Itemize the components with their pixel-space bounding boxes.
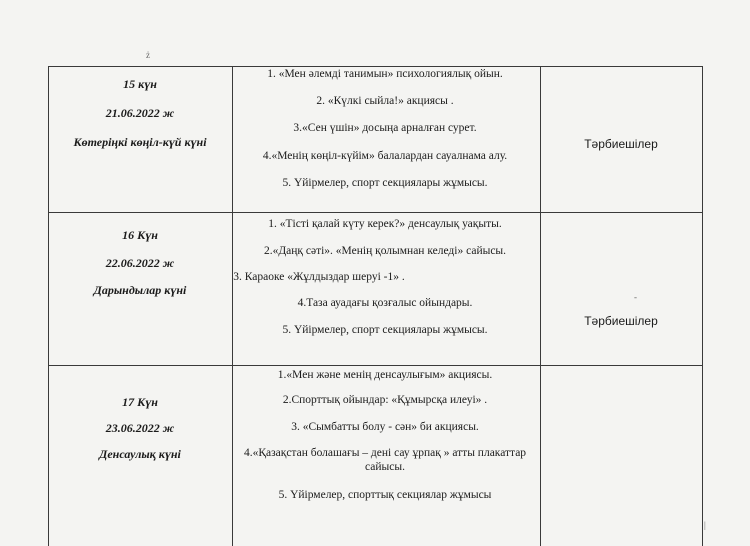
day-theme: Көтеріңкі көңіл-күй күні — [73, 135, 207, 149]
activity-item: 1.«Мен және менің денсаулығым» акциясы. — [277, 369, 493, 381]
day-number: 16 Күн — [122, 228, 158, 242]
activity-item: 4.«Менің көңіл-күйім» балалардан сауалнама алу. — [262, 150, 508, 162]
day-theme: Денсаулық күні — [99, 447, 181, 461]
day-number: 17 Күн — [122, 395, 158, 409]
activity-item: 4.Таза ауадағы қозғалыс ойындары. — [297, 297, 473, 309]
scan-speck: - — [634, 292, 637, 302]
activity-item: 2.Спорттық ойындар: «Құмырсқа илеуі» . — [282, 394, 488, 406]
activity-item: 2. «Күлкі сыйла!» акциясы . — [316, 95, 454, 107]
activity-item: 3. «Сымбатты болу - сән» би акциясы. — [291, 421, 479, 433]
activity-item: 5. Үйірмелер, спорт секциялары жұмысы. — [282, 324, 488, 336]
scan-speck: | — [704, 520, 706, 530]
activity-item: 4.«Қазақстан болашағы – дені сау ұрпақ » атты плакаттар сайысы. — [243, 447, 527, 473]
day-theme: Дарындылар күні — [93, 283, 187, 297]
activity-item: 3. Караоке «Жұлдыздар шеруі -1» . — [233, 271, 405, 283]
scan-speck: ż — [146, 50, 150, 60]
responsible-cell: Тәрбиешілер — [584, 137, 658, 151]
table-left-border — [48, 66, 49, 546]
activities-cell — [232, 365, 538, 546]
responsible-cell: Тәрбиешілер — [584, 314, 658, 328]
activity-item: 5. Үйірмелер, спорттық секциялар жұмысы — [278, 489, 492, 501]
day-cell — [50, 365, 230, 546]
day-cell — [50, 212, 230, 365]
activity-item: 5. Үйірмелер, спорт секциялары жұмысы. — [282, 177, 488, 189]
activity-item: 3.«Сен үшін» досыңа арналған сурет. — [293, 122, 477, 134]
activity-item: 2.«Даңқ сәті». «Менің қолымнан келеді» сайысы. — [263, 245, 507, 257]
activities-cell — [232, 66, 538, 212]
activity-item: 1. «Тісті қалай күту керек?» денсаулық уақыты. — [268, 218, 502, 230]
day-cell — [50, 66, 230, 212]
activities-cell — [232, 212, 538, 365]
day-date: 22.06.2022 ж — [105, 256, 175, 270]
day-date: 23.06.2022 ж — [105, 421, 175, 435]
day-number: 15 күн — [123, 77, 157, 91]
day-date: 21.06.2022 ж — [105, 106, 175, 120]
activity-item: 1. «Мен әлемді танимын» психологиялық ойын. — [267, 68, 503, 80]
table-right-border — [702, 66, 703, 546]
